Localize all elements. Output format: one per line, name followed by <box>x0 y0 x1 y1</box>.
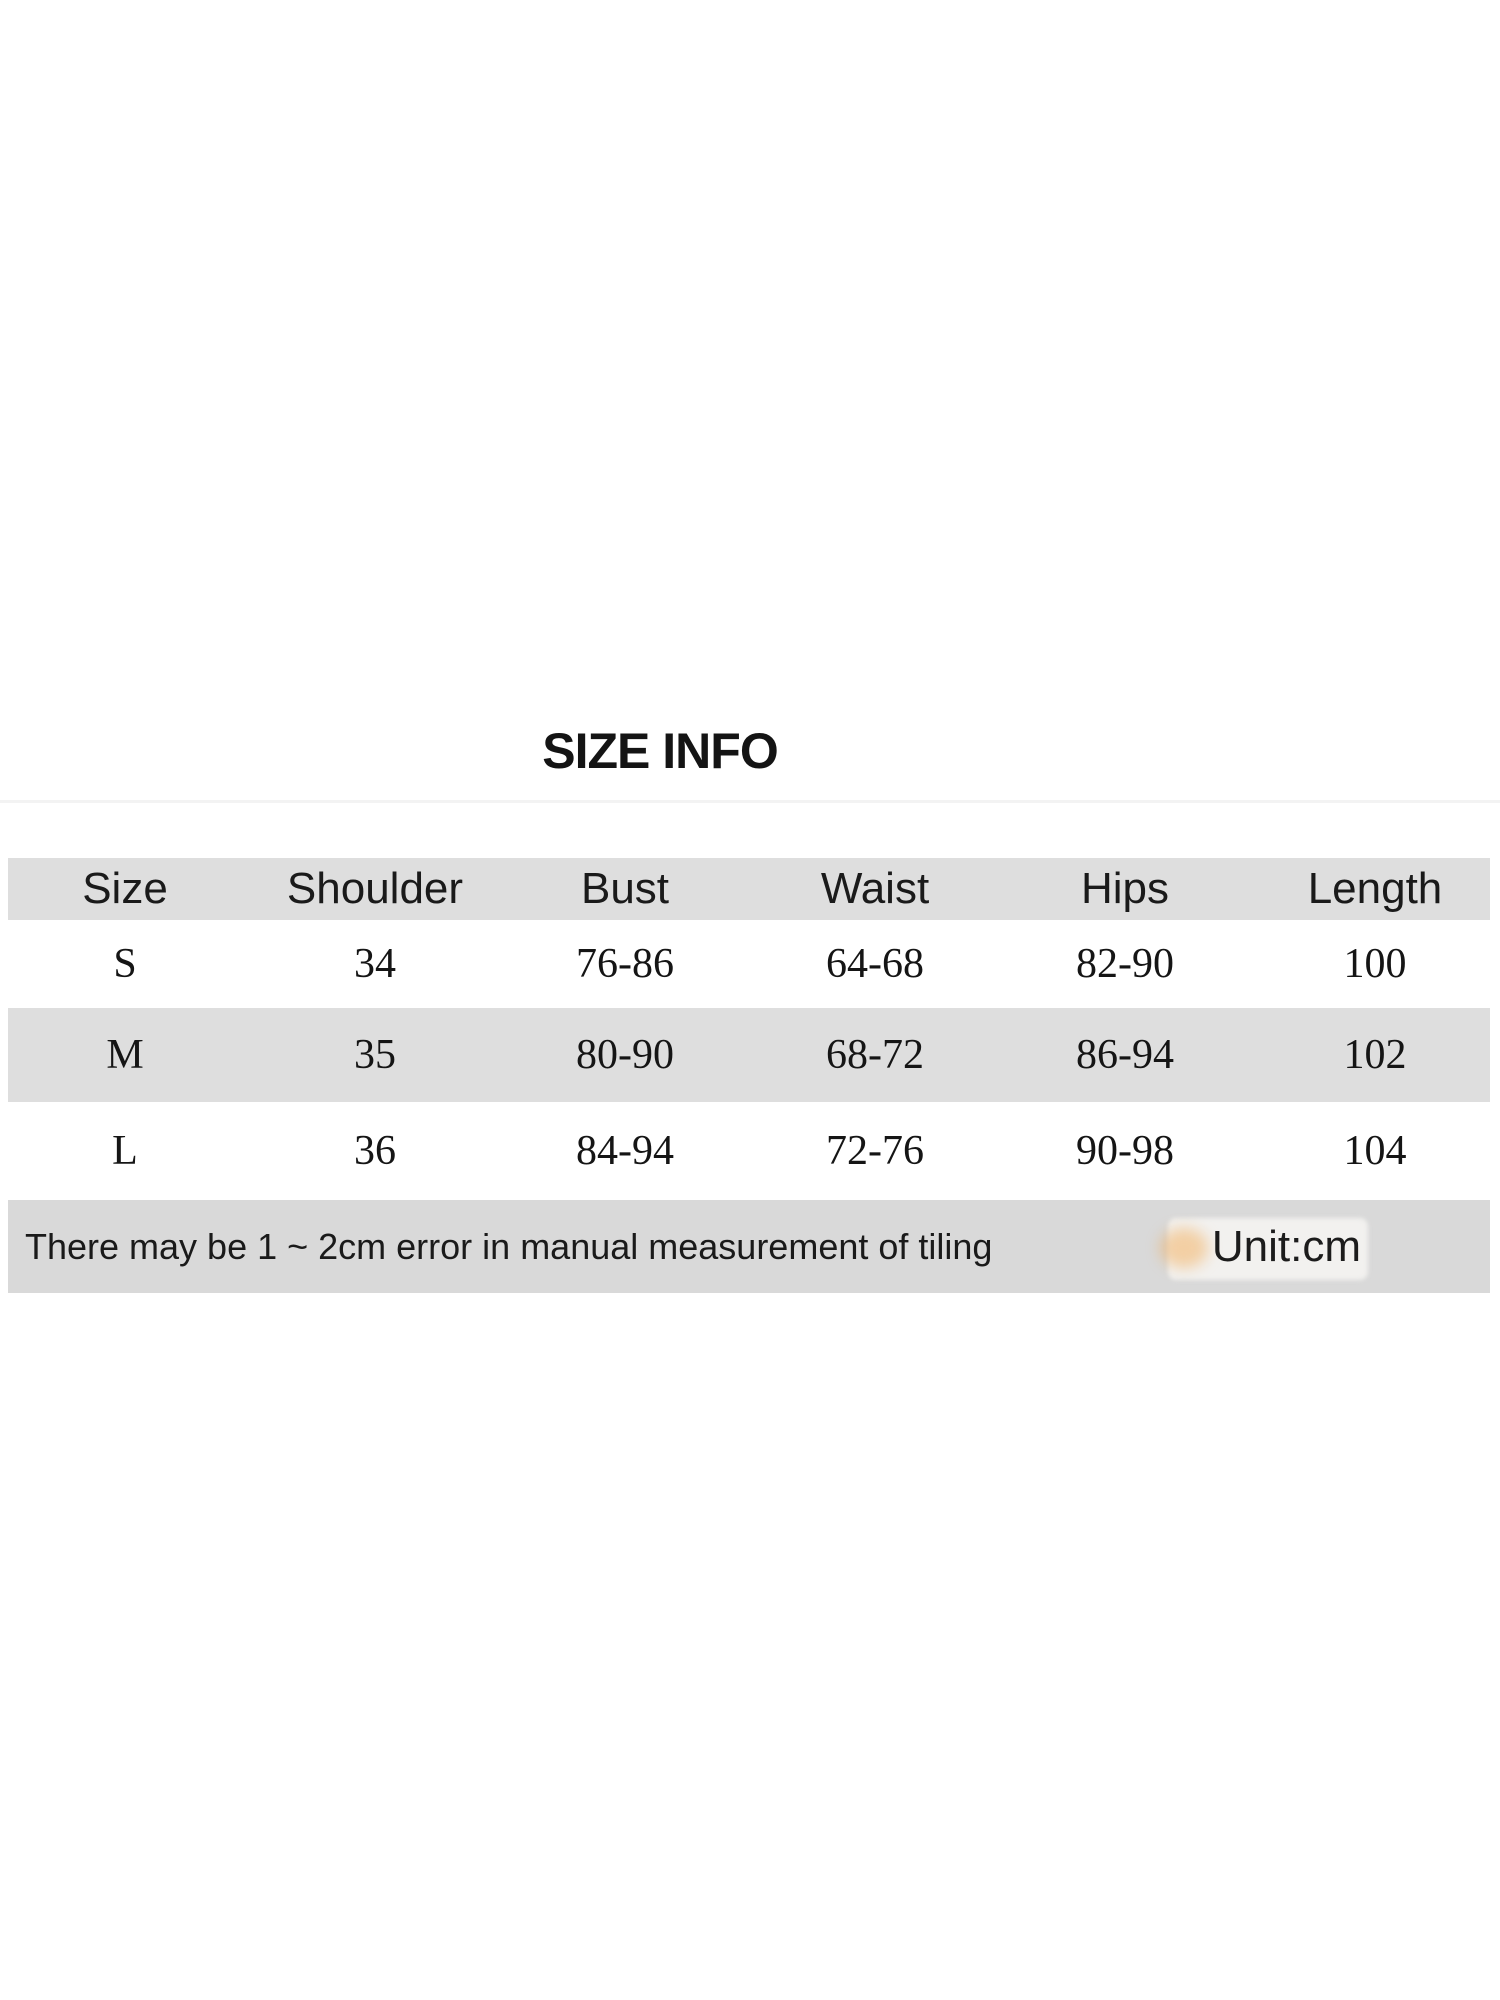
size-table <box>0 858 1500 1293</box>
cell-l-waist: 72-76 <box>826 1128 924 1174</box>
table-row-l <box>0 1102 1500 1200</box>
column-header-length: Length <box>1307 864 1443 913</box>
cell-s-length: 100 <box>1343 941 1407 987</box>
column-header-size: Size <box>82 864 168 913</box>
column-header-bust: Bust <box>580 864 670 913</box>
cell-m-bust: 80-90 <box>576 1032 674 1078</box>
cell-s-hips: 82-90 <box>1076 941 1174 987</box>
table-row-s <box>0 920 1500 1008</box>
table-header-row <box>0 858 1500 920</box>
cell-m-length: 102 <box>1343 1032 1407 1078</box>
measurement-error-note: There may be 1 ~ 2cm error in manual measurement of tiling <box>25 1225 993 1267</box>
cell-l-hips: 90-98 <box>1076 1128 1174 1174</box>
cell-s-shoulder: 34 <box>354 941 396 987</box>
title-divider-line <box>0 800 1500 803</box>
cell-m-waist: 68-72 <box>826 1032 924 1078</box>
page-title: SIZE INFO <box>542 723 778 779</box>
cell-l-size: L <box>112 1128 138 1174</box>
cell-l-bust: 84-94 <box>576 1128 674 1174</box>
cell-s-waist: 64-68 <box>826 941 924 987</box>
cell-s-size: S <box>113 941 137 987</box>
cell-s-bust: 76-86 <box>576 941 674 987</box>
table-row-m <box>0 1008 1500 1102</box>
column-header-shoulder: Shoulder <box>286 864 464 913</box>
table-footer-row <box>0 1200 1500 1293</box>
cell-m-shoulder: 35 <box>354 1032 396 1078</box>
unit-orange-smudge <box>1160 1228 1208 1268</box>
cell-m-size: M <box>106 1032 144 1078</box>
unit-label: Unit:cm <box>1211 1221 1361 1271</box>
cell-m-hips: 86-94 <box>1076 1032 1174 1078</box>
column-header-waist: Waist <box>820 864 930 913</box>
cell-l-length: 104 <box>1343 1128 1407 1174</box>
cell-l-shoulder: 36 <box>354 1128 396 1174</box>
column-header-hips: Hips <box>1080 864 1170 913</box>
